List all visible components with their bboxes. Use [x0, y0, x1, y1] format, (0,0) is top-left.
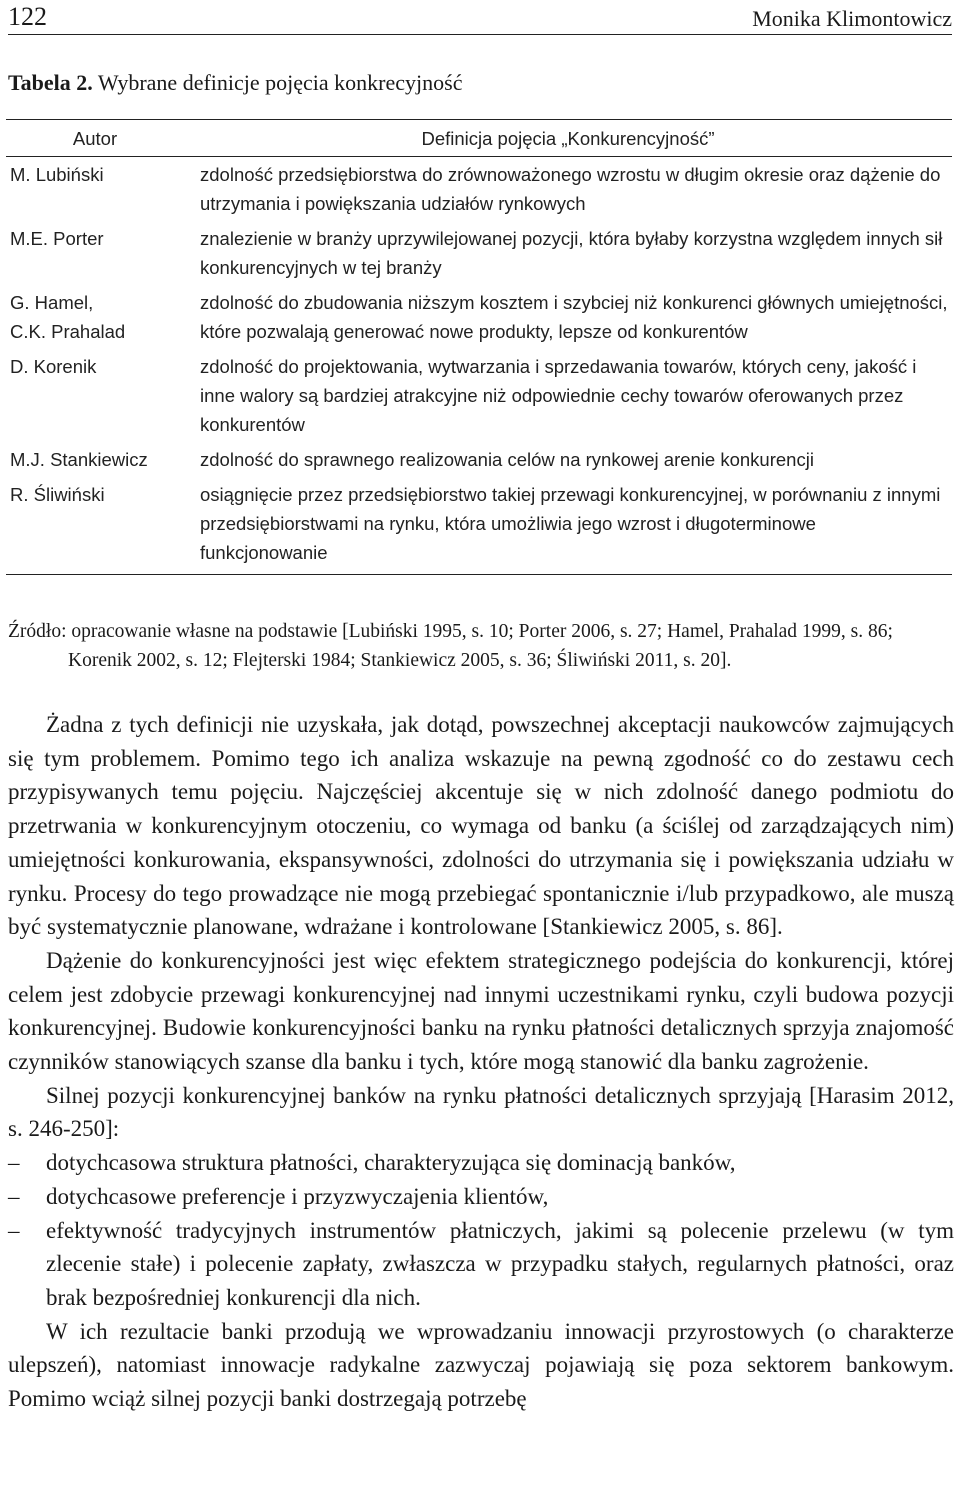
list-item-text: dotychcasowa struktura płatności, charakteryzująca się dominacją banków,	[46, 1150, 736, 1176]
author-cell: D. Korenik	[10, 356, 97, 377]
page-number: 122	[8, 2, 47, 31]
column-header-definition: Definicja pojęcia „Konkurencyjność”	[184, 120, 952, 157]
table-caption	[8, 70, 462, 96]
page-header	[8, 2, 952, 35]
dash-bullet: –	[8, 1183, 20, 1209]
table-caption-label: Tabela 2.	[8, 70, 93, 95]
list-item	[8, 1146, 954, 1180]
author-cell: G. Hamel, C.K. Prahalad	[10, 292, 126, 342]
author-cell: M.E. Porter	[10, 228, 104, 249]
factor-list	[8, 1146, 954, 1315]
list-item-text: efektywność tradycyjnych instrumentów płatniczych, jakimi są polecenie przelewu (w tym zlecenie stałe) i polecenie zapłaty, zwłaszcza w przypadku stałych, regularnych płatności, oraz brak bezpośredniej konkurencji dla nich.	[46, 1217, 954, 1310]
table-header-row	[6, 120, 952, 157]
definition-cell: zdolność do zbudowania niższym kosztem i szybciej niż konkurenci głównych umiejętności, które pozwalają generować nowe produkty, lepsze od konkurentów	[200, 292, 948, 342]
list-item-text: dotychcasowe preferencje i przyzwyczajenia klientów,	[46, 1183, 549, 1209]
paragraph: Dążenie do konkurencyjności jest więc efektem strategicznego podejścia do konkurencji, której celem jest zdobycie przewagi konkurencyjnej nad innymi uczestnikami rynku, czyli budowa pozycji konkurencyjnej. Budowie konkurencyjności banku na rynku płatności detalicznych sprzyja znajomość czynników stanowiących szanse dla banku i tych, które mogą stanowić dla banku zagrożenie.	[8, 947, 954, 1075]
table-row	[6, 477, 952, 575]
table-row	[6, 442, 952, 477]
author-cell: M. Lubiński	[10, 164, 104, 185]
author-cell: M.J. Stankiewicz	[10, 449, 148, 470]
running-head-author: Monika Klimontowicz	[752, 6, 952, 31]
definition-cell: zdolność do projektowania, wytwarzania i sprzedawania towarów, których ceny, jakość i inne walory są bardziej atrakcyjne niż odpowiednie cechy towarów oferowanych przez konkurentów	[200, 356, 917, 435]
table-row	[6, 221, 952, 285]
list-item	[8, 1214, 954, 1315]
definition-cell: zdolność do sprawnego realizowania celów na rynkowej arenie konkurencji	[200, 449, 814, 470]
table-caption-text: Wybrane definicje pojęcia konkrecyjność	[97, 70, 463, 95]
column-header-author: Autor	[6, 120, 184, 157]
author-cell: R. Śliwiński	[6, 477, 184, 575]
paragraph: Żadna z tych definicji nie uzyskała, jak dotąd, powszechnej akceptacji naukowców zajmujących się tym problemem. Pomimo tego ich analiza wskazuje na pewną zgodność co do zestawu cech przypisywanych temu pojęciu. Najczęściej akcentuje się w nich zdolność danego podmiotu do przetrwania w konkurencyjnym otoczeniu, co wymaga od banku (a ściślej od zarządzających nim) umiejętności konkurowania, ekspansywności, zdolności do utrzymania się i powiększania udziału w rynku. Procesy do tego prowadzące nie mogą przebiegać spontanicznie i/lub przypadkowo, ale muszą być systematycznie planowane, wdrażane i kontrolowane [Stankiewicz 2005, s. 86].	[8, 712, 954, 940]
table-row	[6, 349, 952, 442]
body-text	[8, 708, 954, 1416]
table-source-note: Źródło: opracowanie własne na podstawie [Lubiński 1995, s. 10; Porter 2006, s. 27; Hamel, Prahalad 1999, s. 86; Korenik 2002, s. 12; Flejterski 1984; Stankiewicz 2005, s. 36; Śliwiński 2011, s. 20].	[8, 621, 893, 671]
definition-cell: znalezienie w branży uprzywilejowanej pozycji, która byłaby korzystna względem innych sił konkurencyjnych w tej branży	[200, 228, 943, 278]
paragraph: W ich rezultacie banki przodują we wprowadzaniu innowacji przyrostowych (o charakterze ulepszeń), natomiast innowacje radykalne zazwyczaj pojawiają się poza sektorem bankowym. Pomimo wciąż silnej pozycji banki dostrzegają potrzebę	[8, 1318, 954, 1412]
definition-cell: zdolność przedsiębiorstwa do zrównoważonego wzrostu w długim okresie oraz dążenie do utrzymania i powiększania udziałów rynkowych	[200, 164, 941, 214]
dash-bullet: –	[8, 1217, 20, 1243]
table-row	[6, 157, 952, 222]
definitions-table	[6, 119, 952, 575]
list-item	[8, 1180, 954, 1214]
table-row	[6, 285, 952, 349]
paragraph: Silnej pozycji konkurencyjnej banków na rynku płatności detalicznych sprzyjają [Harasim 2012, s. 246-250]:	[8, 1082, 954, 1142]
definition-cell: osiągnięcie przez przedsiębiorstwo takiej przewagi konkurencyjnej, w porównaniu z innymi przedsiębiorstwami na rynku, która umożliwia jego wzrost i długoterminowe funkcjonowanie	[184, 477, 952, 575]
dash-bullet: –	[8, 1150, 20, 1176]
